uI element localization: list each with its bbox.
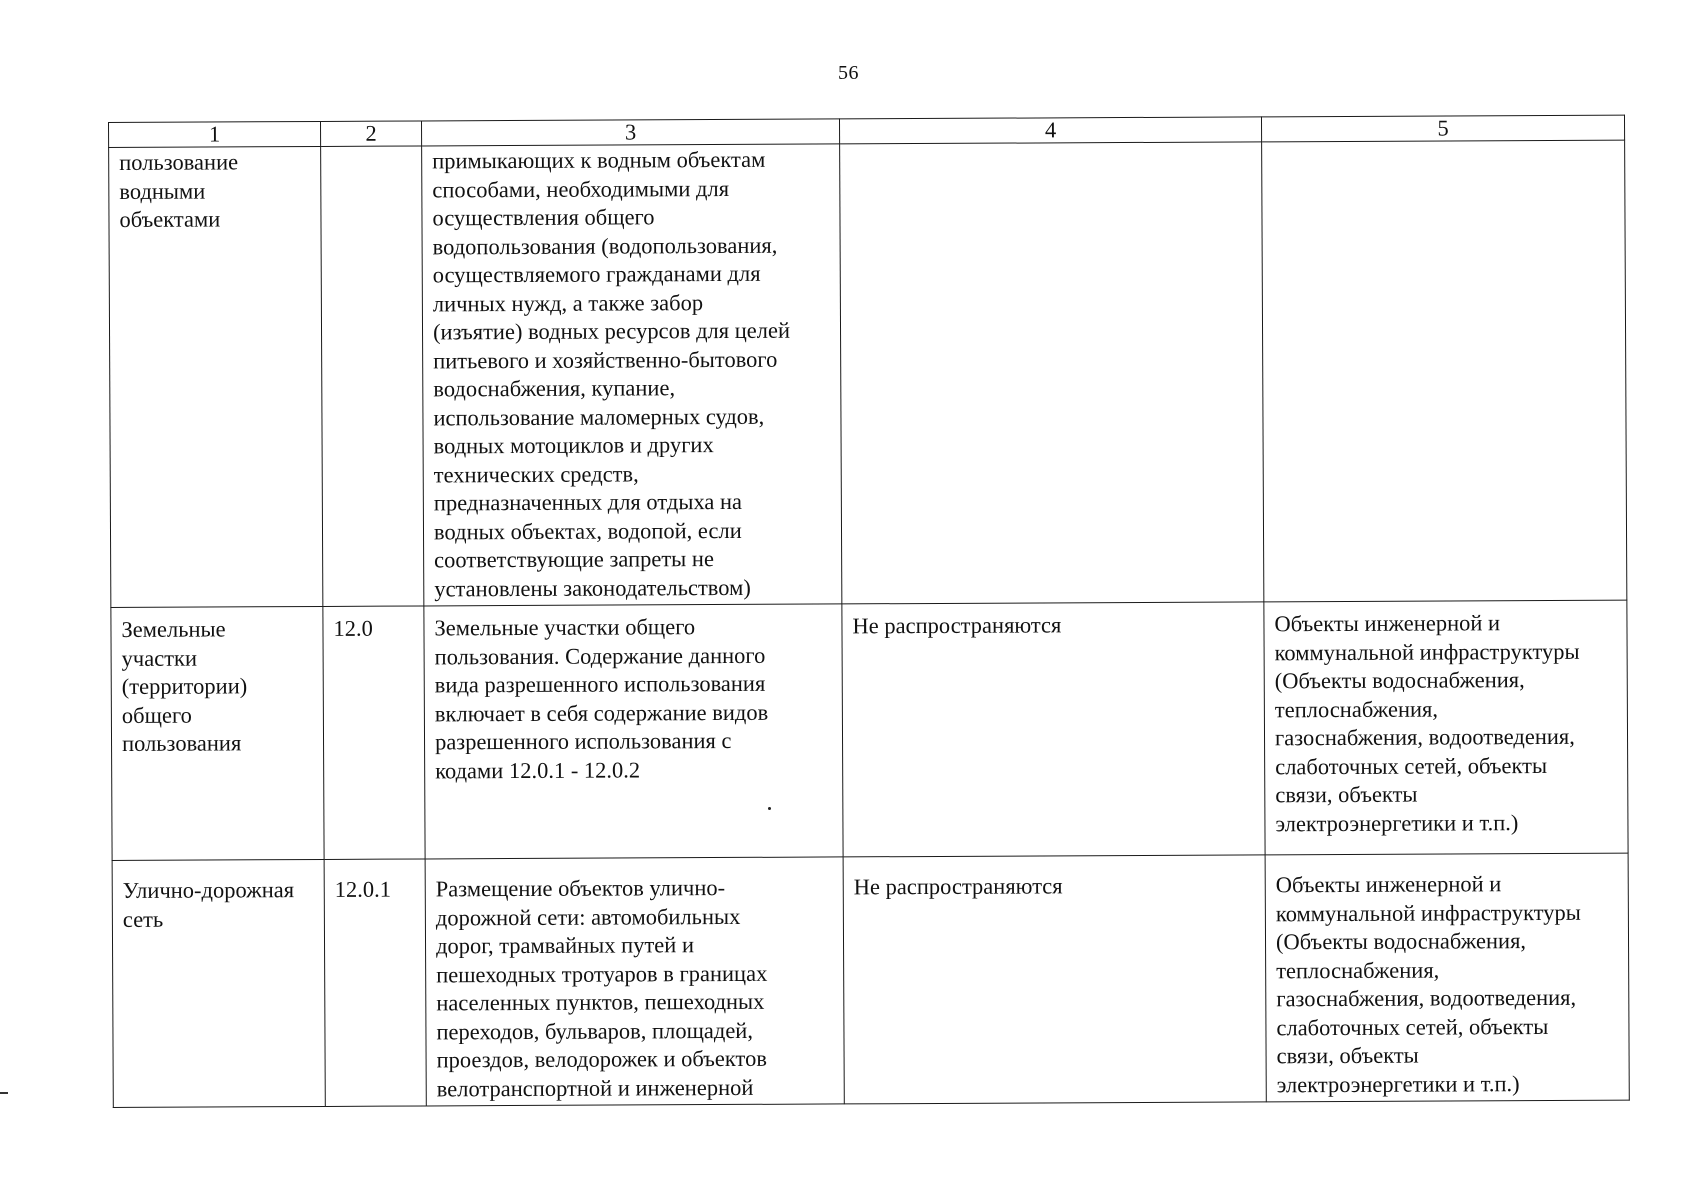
header-col-1: 1 xyxy=(109,121,321,147)
scan-speck xyxy=(768,807,771,810)
scan-edge-mark xyxy=(0,1092,8,1094)
use-type-code: 12.0 xyxy=(323,606,425,859)
use-type-description: примыкающих к водным объектам способами, необходимыми для осуществления общего водопользования (водопользования, осуществляемого гражданами для личных нужд, а также забор (изъятие) водных ресурсов для целей питьевого и хозяйственно-бытового водоснабжения, купание, использование маломерных судов, водных мотоциклов и других технических средств, предназначенных для отдыха на водных объектах, водопой, если соответствующие запреты не установлены законодательством) xyxy=(422,144,842,606)
table-row xyxy=(111,600,1628,860)
use-type-col4 xyxy=(840,142,1264,604)
use-type-col4: Не распространяются xyxy=(843,855,1266,1104)
land-use-table-wrapper xyxy=(108,115,1629,1108)
header-col-3: 3 xyxy=(421,119,839,146)
land-use-table xyxy=(108,115,1630,1108)
use-type-col5: Объекты инженерной и коммунальной инфраструктуры (Объекты водоснабжения, теплоснабжения, газоснабжения, водоотведения, слаботочных сетей, объекты связи, объекты электроэнергетики и т.п.) xyxy=(1264,600,1628,855)
page-number: 56 xyxy=(838,62,859,84)
use-type-name: Улично-дорожная сеть xyxy=(112,859,325,1107)
table-row xyxy=(109,140,1627,607)
table-row xyxy=(112,853,1629,1107)
use-type-col4: Не распространяются xyxy=(842,602,1265,857)
use-type-col5: Объекты инженерной и коммунальной инфраструктуры (Объекты водоснабжения, теплоснабжения, газоснабжения, водоотведения, слаботочных сетей, объекты связи, объекты электроэнергетики и т.п.) xyxy=(1265,853,1629,1102)
use-type-name: пользование водными объектами xyxy=(109,146,323,607)
header-col-2: 2 xyxy=(320,121,421,146)
header-col-4: 4 xyxy=(839,117,1261,144)
use-type-name: Земельные участки (территории) общего пользования xyxy=(111,606,324,860)
use-type-description: Размещение объектов улично- дорожной сети: автомобильных дорог, трамвайных путей и пешеходных тротуаров в границах населенных пунктов, пешеходных переходов, бульваров, площадей, проездов, велодорожек и объектов велотранспортной и инженерной xyxy=(425,857,844,1106)
use-type-col5 xyxy=(1262,140,1627,602)
use-type-code: 12.0.1 xyxy=(324,859,426,1106)
use-type-description: Земельные участки общего пользования. Содержание данного вида разрешенного использования включает в себя содержание видов разрешенного использования с кодами 12.0.1 - 12.0.2 xyxy=(424,604,843,859)
header-col-5: 5 xyxy=(1261,115,1624,142)
use-type-code xyxy=(321,146,424,606)
